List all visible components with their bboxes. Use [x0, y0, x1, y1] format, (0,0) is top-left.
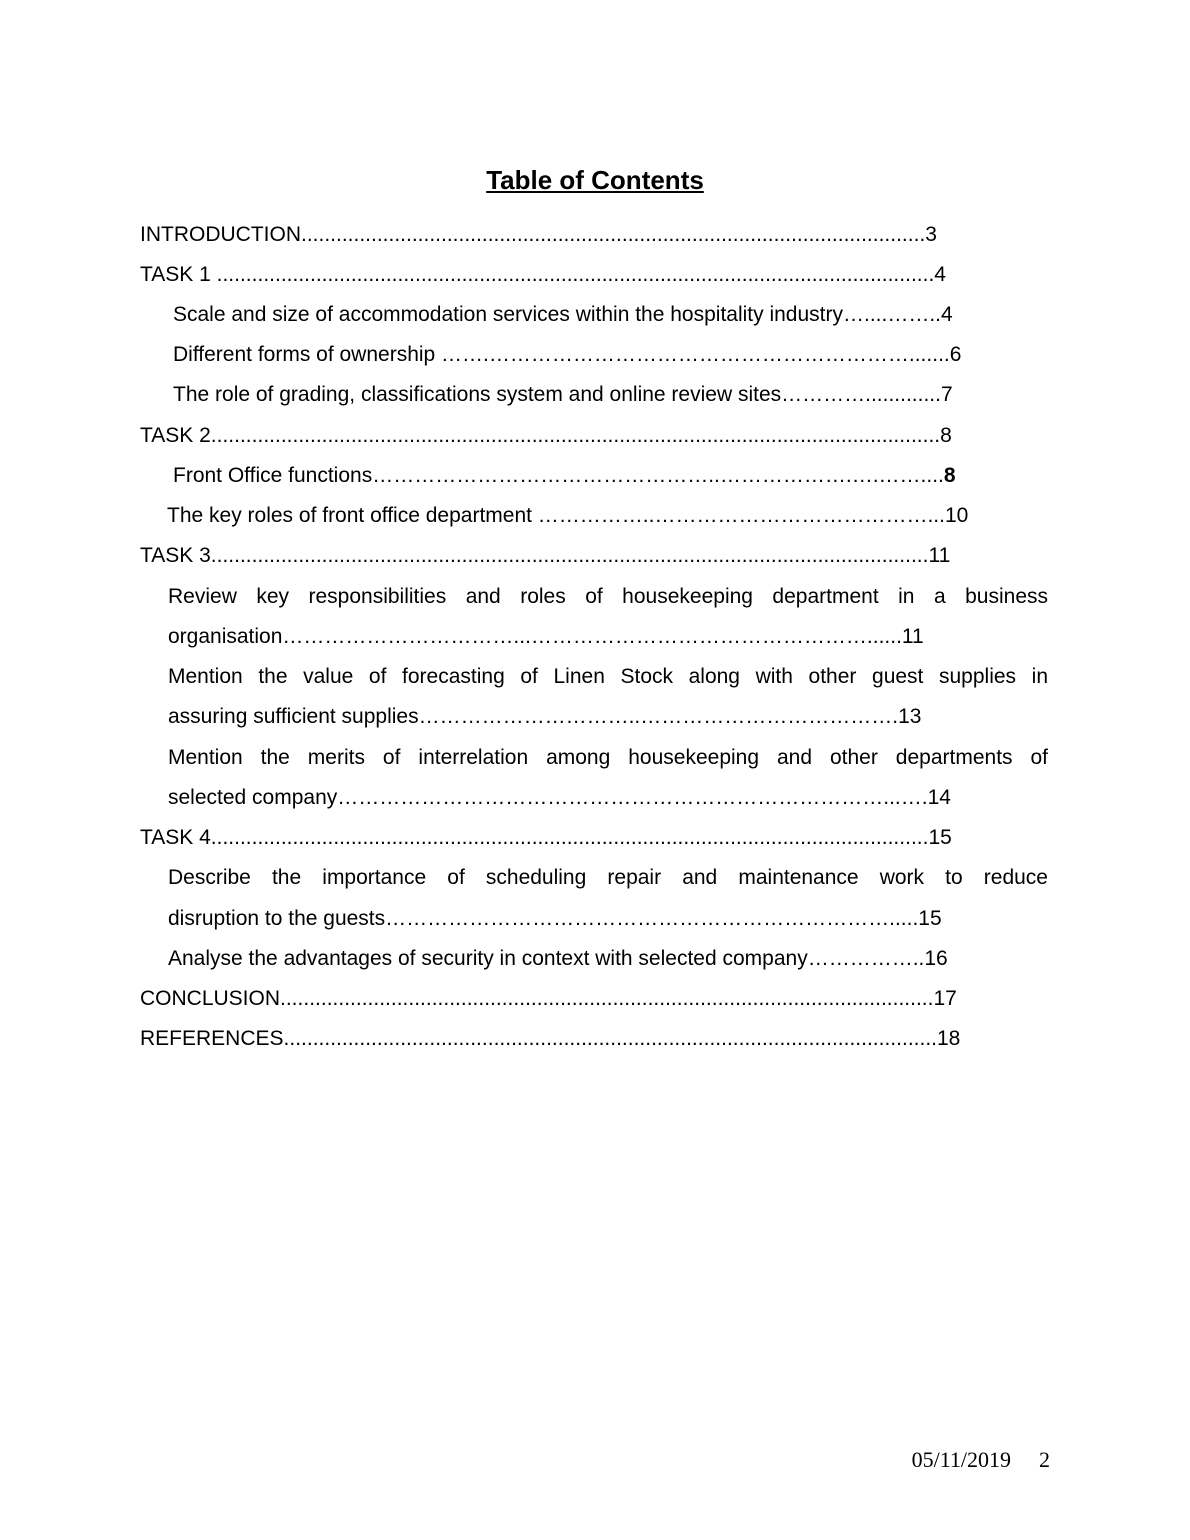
toc-entry-housekeeping-roles-line-1: Review key responsibilities and roles of housekeeping department in a business: [168, 585, 1048, 608]
toc-entry-linen-forecasting-line-2: assuring sufficient supplies…………………………..……………………………….13: [168, 705, 922, 728]
footer-page-number: 2: [1039, 1447, 1050, 1472]
toc-entry-page-number: 8: [943, 464, 956, 487]
toc-entry-conclusion: CONCLUSION................................................................................................................17: [140, 987, 957, 1010]
toc-entry-task-2: TASK 2.............................................................................................................................8: [140, 424, 952, 447]
toc-entry-task-4: TASK 4...........................................................................................................................15: [140, 826, 952, 849]
toc-entry-text: Front Office functions…………………………………………..……………….….……....: [173, 464, 944, 487]
toc-entry-scale-and-size: Scale and size of accommodation services within the hospitality industry…....……..4: [173, 303, 953, 326]
toc-entry-grading-classification: The role of grading, classifications system and online review sites………….............7: [173, 383, 953, 406]
toc-entry-maintenance-line-1: Describe the importance of scheduling repair and maintenance work to reduce: [168, 866, 1048, 889]
toc-entry-task-1: TASK 1 ...........................................................................................................................4: [140, 263, 946, 286]
toc-entry-introduction: INTRODUCTION...........................................................................................................3: [140, 223, 937, 246]
toc-entry-linen-forecasting-line-1: Mention the value of forecasting of Linen Stock along with other guest supplies in: [168, 665, 1048, 688]
footer-date: 05/11/2019: [911, 1447, 1011, 1472]
toc-entry-front-office-roles: The key roles of front office department ……………..…………………………………...10: [167, 504, 969, 527]
toc-entry-interrelation-line-1: Mention the merits of interrelation among housekeeping and other departments of: [168, 746, 1048, 769]
toc-entry-housekeeping-roles-line-2: organisation……………………………...…………………………………………......11: [168, 625, 924, 648]
toc-entry-interrelation-line-2: selected company……………………………………………………………………...….14: [168, 786, 951, 809]
toc-entry-references: REFERENCES................................................................................................................18: [140, 1027, 961, 1050]
toc-entry-maintenance-line-2: disruption to the guests……………………………………………………………….....15: [168, 907, 942, 930]
toc-entry-front-office-functions: [173, 463, 956, 489]
toc-entry-forms-of-ownership: Different forms of ownership …….…………………………………………………….......6: [173, 343, 962, 366]
page-title: Table of Contents: [486, 165, 704, 195]
page-footer: [890, 1418, 1050, 1502]
toc-entry-task-3: TASK 3...........................................................................................................................11: [140, 544, 951, 567]
toc-entry-security: Analyse the advantages of security in context with selected company……………..16: [168, 947, 948, 970]
